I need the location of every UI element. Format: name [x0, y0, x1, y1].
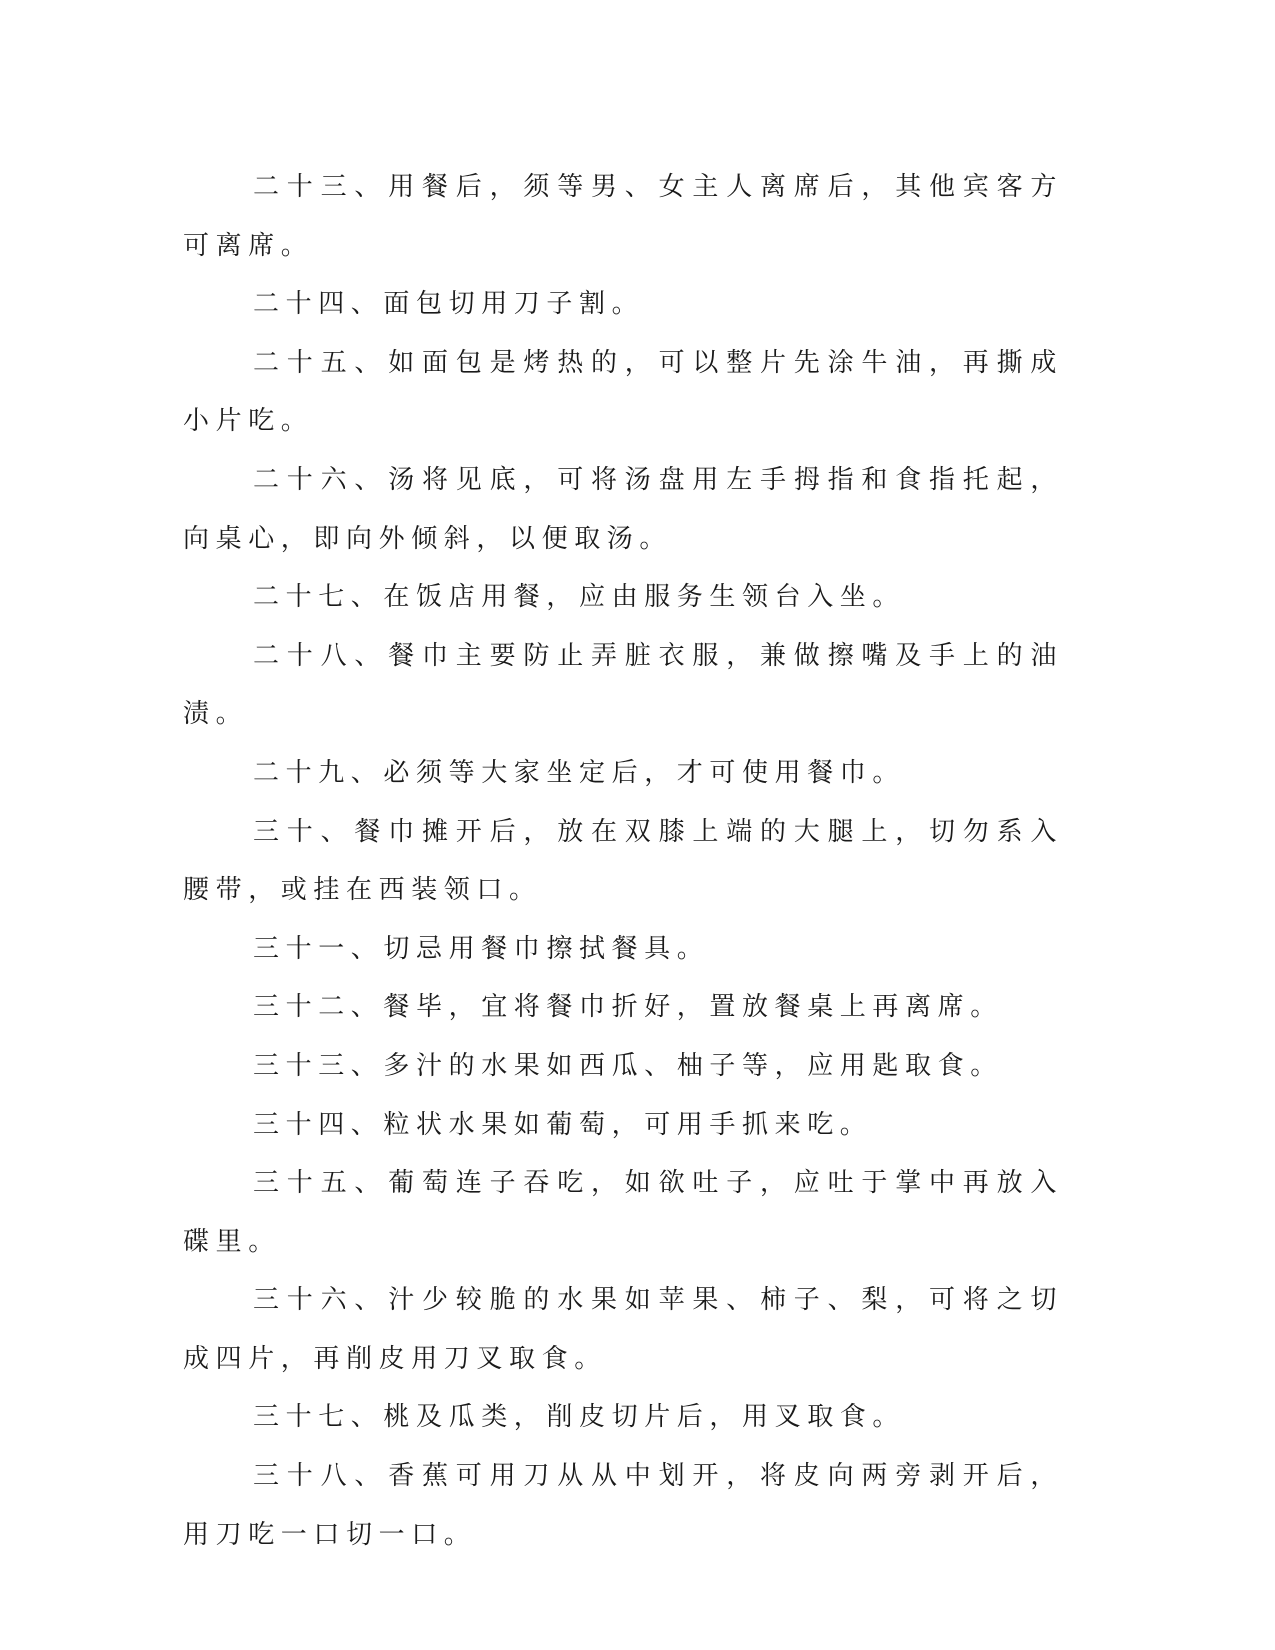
- paragraph-35: 三十五、葡萄连子吞吃，如欲吐子，应吐于掌中再放入碟里。: [183, 1168, 1063, 1257]
- paragraph-23: 二十三、用餐后，须等男、女主人离席后，其他宾客方可离席。: [183, 172, 1063, 261]
- paragraph-36: 三十六、汁少较脆的水果如苹果、柿子、梨，可将之切成四片，再削皮用刀叉取食。: [183, 1285, 1063, 1374]
- paragraph-32: 三十二、餐毕，宜将餐巾折好，置放餐桌上再离席。: [253, 992, 1003, 1023]
- paragraph-34: 三十四、粒状水果如葡萄，可用手抓来吃。: [253, 1109, 873, 1140]
- paragraph-25: 二十五、如面包是烤热的，可以整片先涂牛油，再撕成小片吃。: [183, 347, 1063, 437]
- document-body: [183, 158, 1063, 1564]
- paragraph-33: 三十三、多汁的水果如西瓜、柚子等，应用匙取食。: [253, 1050, 1003, 1081]
- paragraph-29: 二十九、必须等大家坐定后，才可使用餐巾。: [253, 757, 906, 788]
- paragraph-30: 三十、餐巾摊开后，放在双膝上端的大腿上，切勿系入腰带，或挂在西装领口。: [183, 816, 1063, 906]
- paragraph-38: 三十八、香蕉可用刀从从中划开，将皮向两旁剥开后，用刀吃一口切一口。: [183, 1461, 1063, 1550]
- paragraph-24: 二十四、面包切用刀子割。: [253, 289, 645, 320]
- paragraph-31: 三十一、切忌用餐巾擦拭餐具。: [253, 933, 710, 964]
- paragraph-37: 三十七、桃及瓜类，削皮切片后，用叉取食。: [253, 1402, 906, 1433]
- paragraph-28: 二十八、餐巾主要防止弄脏衣服，兼做擦嘴及手上的油渍。: [183, 640, 1063, 730]
- paragraph-27: 二十七、在饭店用餐，应由服务生领台入坐。: [253, 582, 906, 613]
- paragraph-26: 二十六、汤将见底，可将汤盘用左手拇指和食指托起，向桌心，即向外倾斜，以便取汤。: [183, 464, 1063, 554]
